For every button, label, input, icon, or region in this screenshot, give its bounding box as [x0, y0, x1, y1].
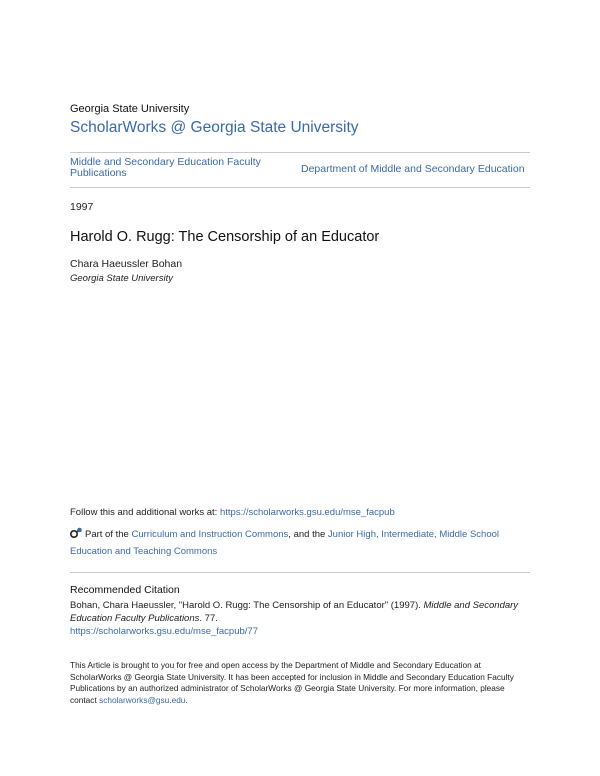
repository-link[interactable]: ScholarWorks @ Georgia State University — [70, 119, 359, 136]
publication-year: 1997 — [70, 201, 94, 213]
part-of-prefix: Part of the — [85, 529, 132, 540]
access-statement-text: This Article is brought to you for free and open access by the Department of Middle and Secondary Education at ScholarWorks @ Georgia State University. It has been accepted for inclusion in Middle and Secondary Education Faculty Publications by an authorized administrator of ScholarWorks @ Georgia State University. For more information, please contact — [70, 660, 514, 705]
author-name: Chara Haeussler Bohan — [70, 258, 183, 270]
citation-number: . 77. — [199, 613, 218, 624]
follow-prefix: Follow this and additional works at: — [70, 507, 220, 518]
collection-link-faculty-publications[interactable]: Middle and Secondary Education Faculty Publications — [70, 156, 261, 179]
divider — [70, 152, 530, 153]
access-statement — [70, 660, 530, 706]
article-title: Harold O. Rugg: The Censorship of an Educator — [70, 229, 380, 245]
contact-email-link[interactable]: scholarworks@gsu.edu — [99, 694, 186, 705]
citation-url-link[interactable]: https://scholarworks.gsu.edu/mse_facpub/77 — [70, 626, 258, 637]
commons-network-icon — [70, 527, 83, 539]
collection-link-department[interactable]: Department of Middle and Secondary Education — [301, 163, 525, 175]
citation-journal: Middle and Secondary Education Faculty Publications — [70, 600, 519, 624]
citation-text — [70, 599, 535, 638]
author-affiliation: Georgia State University — [70, 273, 173, 284]
follow-url-link[interactable]: https://scholarworks.gsu.edu/mse_facpub — [219, 507, 395, 518]
divider — [70, 572, 530, 573]
part-of-line — [70, 526, 530, 560]
curriculum-commons-link[interactable]: Curriculum and Instruction Commons — [131, 529, 289, 540]
middle-school-commons-link[interactable]: Junior High, Intermediate, Middle School Education and Teaching Commons — [70, 529, 500, 557]
citation-heading: Recommended Citation — [70, 584, 180, 596]
part-of-middle: , and the — [288, 529, 328, 540]
institution-name: Georgia State University — [70, 103, 190, 115]
access-statement-end: . — [185, 694, 188, 705]
divider — [70, 187, 530, 188]
citation-reference: Bohan, Chara Haeussler, "Harold O. Rugg: The Censorship of an Educator" (1997). — [70, 600, 424, 611]
follow-line — [70, 507, 395, 518]
